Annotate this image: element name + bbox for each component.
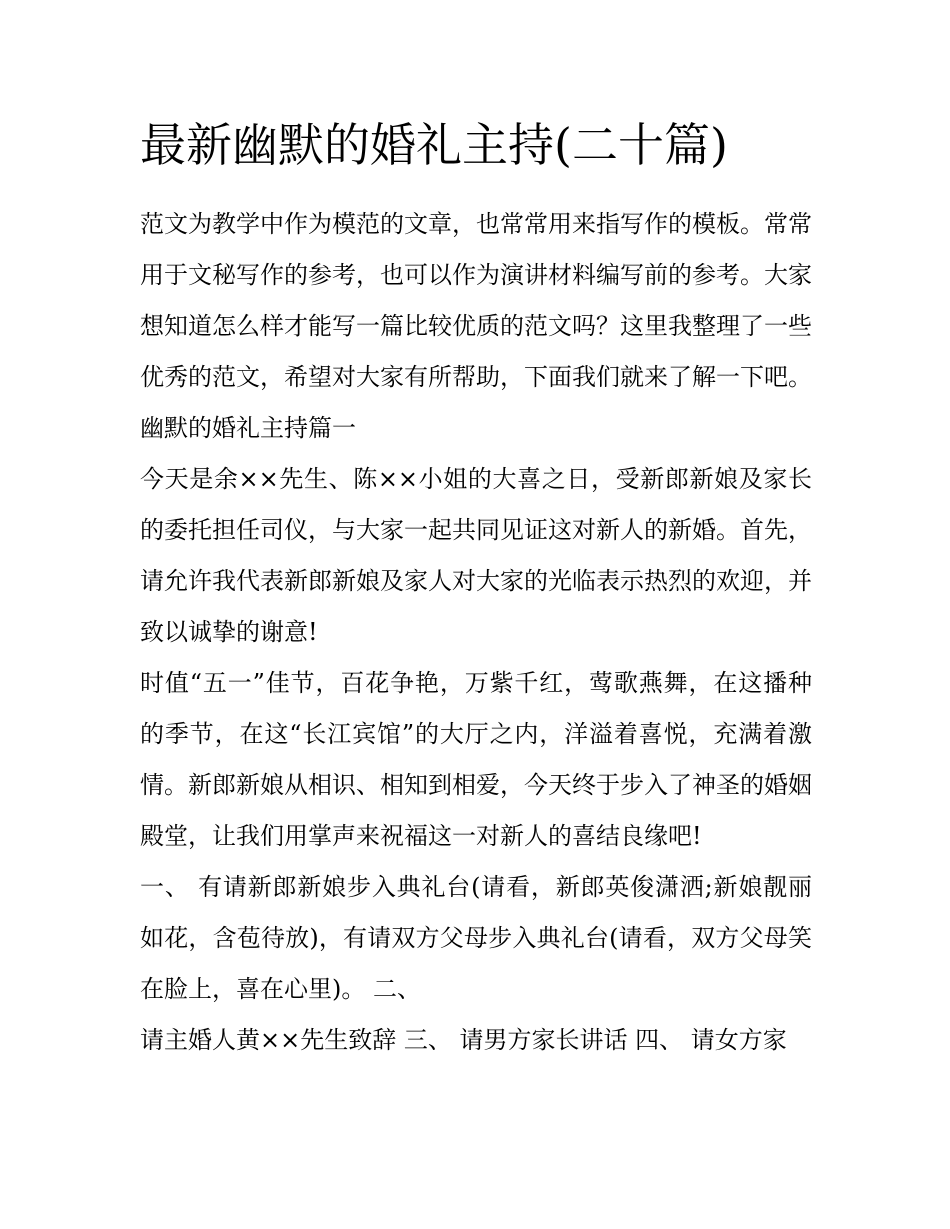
document-title: 最新幽默的婚礼主持(二十篇) xyxy=(140,118,728,172)
intro-paragraph: 范文为教学中作为模范的文章，也常常用来指写作的模板。常常用于文秘写作的参考，也可以作为演讲材料编写前的参考。大家想知道怎么样才能写一篇比较优质的范文吗？这里我整理了一些优秀的范文，希望对大家有所帮助，下面我们就来了解一下吧。 xyxy=(140,210,812,391)
document-body xyxy=(140,199,812,1066)
body-paragraph: 一、 有请新郎新娘步入典礼台(请看，新郎英俊潇洒;新娘靓丽如花，含苞待放)，有请双方父母步入典礼台(请看，双方父母笑在脸上，喜在心里)。 二、 xyxy=(140,873,812,1003)
body-paragraph: 时值“五一”佳节，百花争艳，万紫千红，莺歌燕舞，在这播种的季节，在这“长江宾馆”的大厅之内，洋溢着喜悦，充满着激情。新郎新娘从相识、相知到相爱，今天终于步入了神圣的婚姻殿堂，让我们用掌声来祝福这一对新人的喜结良缘吧! xyxy=(140,669,812,850)
section-heading: 幽默的婚礼主持篇一 xyxy=(140,414,356,442)
body-paragraph: 今天是余××先生、陈××小姐的大喜之日，受新郎新娘及家长的委托担任司仪，与大家一起共同见证这对新人的新婚。首先，请允许我代表新郎新娘及家人对大家的光临表示热烈的欢迎，并致以诚挚的谢意! xyxy=(140,465,812,646)
body-paragraph: 请主婚人黄××先生致辞 三、 请男方家长讲话 四、 请女方家 xyxy=(140,1026,787,1054)
